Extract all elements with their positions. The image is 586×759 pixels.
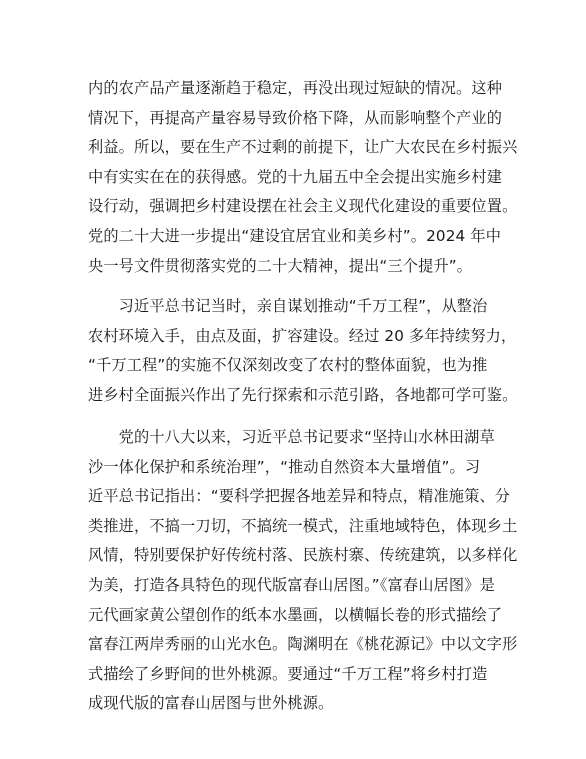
text-line: 习近平总书记当时，亲自谋划推动“千万工程”，从整治: [88, 297, 488, 315]
text-line: 进乡村全面振兴作出了先行探索和示范引路，各地都可学可鉴。: [88, 385, 518, 404]
text-line: 富春江两岸秀丽的山光水色。陶渊明在《桃花源记》中以文字形: [88, 635, 518, 654]
text-line: 式描绘了乡野间的世外桃源。要通过“千万工程”将乡村打造: [88, 664, 488, 683]
text-line: 成现代版的富春山居图与世外桃源。: [88, 694, 334, 713]
paragraph-1: [88, 74, 518, 281]
text-line: 风情，特别要保护好传统村落、民族村寨、传统建筑，以多样化: [88, 546, 518, 565]
text-line: 农村环境入手，由点及面，扩容建设。经过 20 多年持续努力，: [88, 326, 517, 345]
text-line: 内的农产品产量逐渐趋于稳定，再没出现过短缺的情况。这种: [88, 79, 503, 97]
text-line: 元代画家黄公望创作的纸本水墨画，以横幅长卷的形式描绘了: [88, 605, 503, 624]
text-line: 沙一体化保护和系统治理”，“推动自然资本大量增值”。习: [88, 457, 481, 476]
text-line: 利益。所以，要在生产不过剩的前提下，让广大农民在乡村振兴: [88, 138, 518, 157]
text-line: 类推进，不搞一刀切，不搞统一模式，注重地域特色，体现乡土: [88, 516, 518, 535]
paragraph-3: [88, 423, 518, 719]
text-line: 设行动，强调把乡村建设摆在社会主义现代化建设的重要位置。: [88, 197, 518, 216]
text-line: 党的十八大以来，习近平总书记要求“坚持山水林田湖草: [88, 428, 495, 446]
paragraph-2: [88, 292, 518, 410]
text-line: 央一号文件贯彻落实党的二十大精神，提出“三个提升”。: [88, 256, 473, 275]
text-line: 党的二十大进一步提出“建设宜居宜业和美乡村”。2024 年中: [88, 226, 502, 245]
text-line: “千万工程”的实施不仅深刻改变了农村的整体面貌，也为推: [88, 356, 488, 375]
text-line: 为美，打造各具特色的现代版富春山居图。”《富春山居图》是: [88, 575, 495, 594]
text-line: 中有实实在在的获得感。党的十九届五中全会提出实施乡村建: [88, 167, 503, 186]
text-line: 情况下，再提高产量容易导致价格下降，从而影响整个产业的: [88, 108, 503, 127]
text-line: 近平总书记指出：“要科学把握各地差异和特点，精准施策、分: [88, 487, 511, 506]
